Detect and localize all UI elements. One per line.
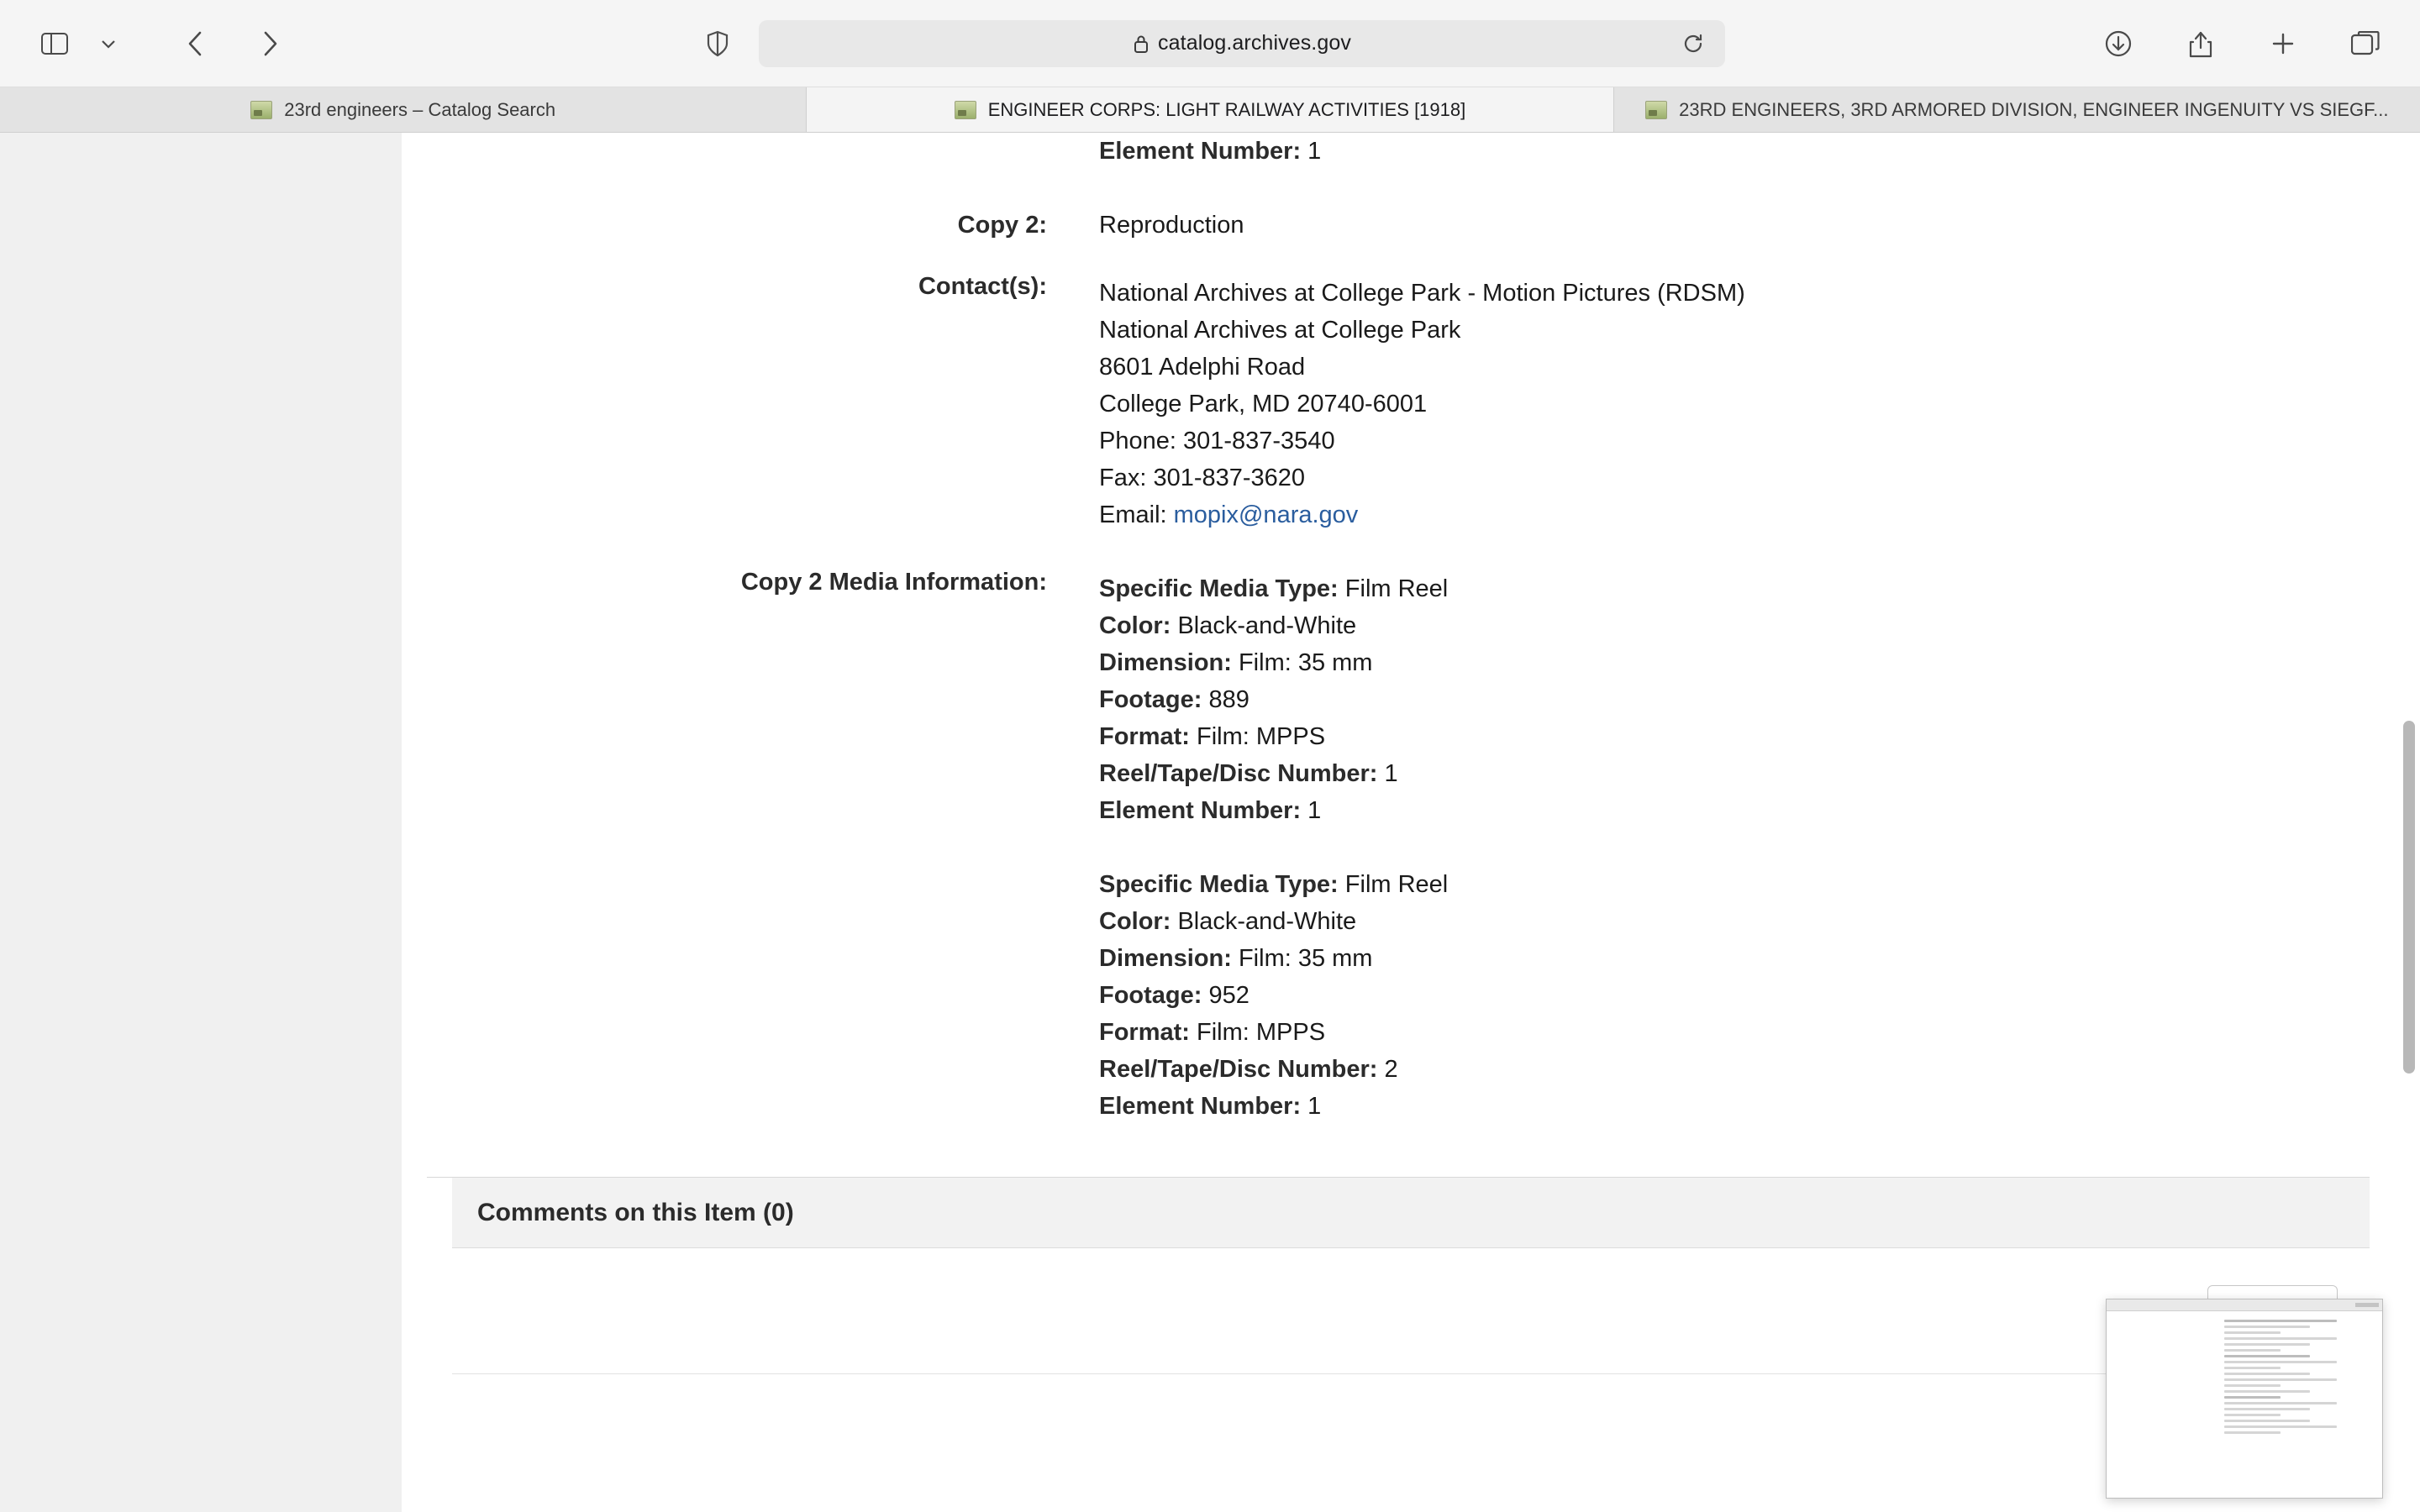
color-label: Color:	[1099, 908, 1171, 935]
contact-line: National Archives at College Park	[1099, 317, 1461, 344]
forward-arrow-icon[interactable]	[244, 18, 296, 70]
dimension-label: Dimension:	[1099, 649, 1232, 676]
comments-title: Comments on this Item (0)	[477, 1198, 794, 1226]
chevron-down-icon[interactable]	[82, 18, 134, 70]
color-label: Color:	[1099, 612, 1171, 639]
contact-email-line	[1099, 496, 2370, 533]
address-bar-area	[695, 20, 1725, 67]
contacts-value	[1099, 275, 2370, 533]
element-number-value: 1	[1307, 797, 1322, 824]
footage-value: 889	[1208, 686, 1249, 713]
copy2-media-label: Copy 2 Media Information:	[740, 569, 1047, 596]
tab-1[interactable]	[807, 87, 1613, 132]
tab-0[interactable]	[0, 87, 807, 132]
detail-row-contacts	[427, 275, 2370, 533]
detail-row-copy2-media	[427, 570, 2370, 1125]
copy2-label: Copy 2:	[957, 212, 1047, 239]
email-link[interactable]: mopix@nara.gov	[1173, 501, 1359, 528]
contact-line: Fax: 301-837-3620	[1099, 465, 1306, 491]
tab-overview-icon[interactable]	[2339, 18, 2391, 70]
url-bar[interactable]	[759, 20, 1725, 67]
media-reel-block	[1099, 866, 2370, 1125]
contacts-label: Contact(s):	[918, 273, 1047, 300]
tab-favicon-icon	[250, 101, 272, 119]
detail-row-copy2	[427, 213, 2370, 238]
contact-line: 8601 Adelphi Road	[1099, 354, 1306, 381]
format-label: Format:	[1099, 723, 1190, 750]
element-number-label: Element Number:	[1099, 1093, 1302, 1120]
element-number-label: Element Number:	[1099, 797, 1302, 824]
catalog-record-page	[0, 133, 2420, 1512]
reload-icon[interactable]	[1676, 27, 1710, 60]
element-number-value: 1	[1307, 138, 1322, 165]
format-value: Film: MPPS	[1197, 1019, 1326, 1046]
page-left-gutter	[0, 133, 402, 1512]
plus-icon[interactable]	[2257, 18, 2309, 70]
detail-row-element-number-top	[427, 133, 2370, 170]
color-value: Black-and-White	[1177, 908, 1357, 935]
tab-label: 23rd engineers – Catalog Search	[284, 98, 556, 120]
email-label: Email:	[1099, 501, 1167, 528]
detail-label	[427, 133, 1099, 157]
browser-toolbar	[0, 0, 2420, 87]
tab-label: ENGINEER CORPS: LIGHT RAILWAY ACTIVITIES [1918]	[987, 98, 1466, 120]
url-text: catalog.archives.gov	[1158, 31, 1351, 55]
comments-body	[452, 1248, 2370, 1374]
copy2-value: Reproduction	[1099, 212, 1244, 239]
element-number-label: Element Number:	[1099, 138, 1302, 165]
lock-icon	[1133, 34, 1150, 54]
footage-value: 952	[1208, 982, 1249, 1009]
share-icon[interactable]	[2175, 18, 2227, 70]
footage-label: Footage:	[1099, 982, 1202, 1009]
contact-line: National Archives at College Park - Motion Pictures (RDSM)	[1099, 280, 1745, 307]
privacy-shield-icon[interactable]	[695, 21, 740, 66]
specific-media-type-value: Film Reel	[1344, 871, 1449, 898]
navigation-controls	[170, 18, 296, 70]
copy2-media-value	[1099, 570, 2370, 1125]
specific-media-type-label: Specific Media Type:	[1099, 871, 1339, 898]
comments-section	[427, 1177, 2370, 1374]
format-value: Film: MPPS	[1197, 723, 1326, 750]
tab-favicon-icon	[955, 101, 976, 119]
dimension-value: Film: 35 mm	[1238, 945, 1373, 972]
specific-media-type-label: Specific Media Type:	[1099, 575, 1339, 602]
contact-line: College Park, MD 20740-6001	[1099, 391, 1428, 417]
contact-line: Phone: 301-837-3540	[1099, 428, 1335, 454]
reel-number-value: 2	[1384, 1056, 1398, 1083]
back-arrow-icon[interactable]	[170, 18, 222, 70]
thumbnail-titlebar	[2107, 1299, 2382, 1311]
sidebar-icon[interactable]	[29, 18, 81, 70]
page-preview-thumbnail[interactable]	[2106, 1299, 2383, 1499]
sidebar-controls	[29, 18, 134, 70]
tab-label: 23RD ENGINEERS, 3RD ARMORED DIVISION, ENGINEER INGENUITY VS SIEGF...	[1679, 98, 2389, 120]
reel-number-label: Reel/Tape/Disc Number:	[1099, 760, 1378, 787]
dimension-value: Film: 35 mm	[1238, 649, 1373, 676]
comments-header	[452, 1178, 2370, 1248]
tab-bar	[0, 87, 2420, 133]
tab-favicon-icon	[1645, 101, 1667, 119]
footage-label: Footage:	[1099, 686, 1202, 713]
detail-value	[1099, 133, 2370, 170]
page-viewport	[0, 133, 2420, 1512]
reel-number-value: 1	[1384, 760, 1398, 787]
vertical-scrollbar[interactable]	[2403, 721, 2415, 1074]
downloads-icon[interactable]	[2092, 18, 2144, 70]
element-number-value: 1	[1307, 1093, 1322, 1120]
format-label: Format:	[1099, 1019, 1190, 1046]
thumbnail-page-content	[2107, 1311, 2382, 1446]
reel-number-label: Reel/Tape/Disc Number:	[1099, 1056, 1378, 1083]
color-value: Black-and-White	[1177, 612, 1357, 639]
specific-media-type-value: Film Reel	[1344, 575, 1449, 602]
toolbar-left-controls	[29, 18, 296, 70]
record-details	[402, 133, 2420, 1374]
dimension-label: Dimension:	[1099, 945, 1232, 972]
tab-2[interactable]	[1614, 87, 2420, 132]
toolbar-right-controls	[2092, 18, 2391, 70]
media-reel-block	[1099, 570, 2370, 829]
